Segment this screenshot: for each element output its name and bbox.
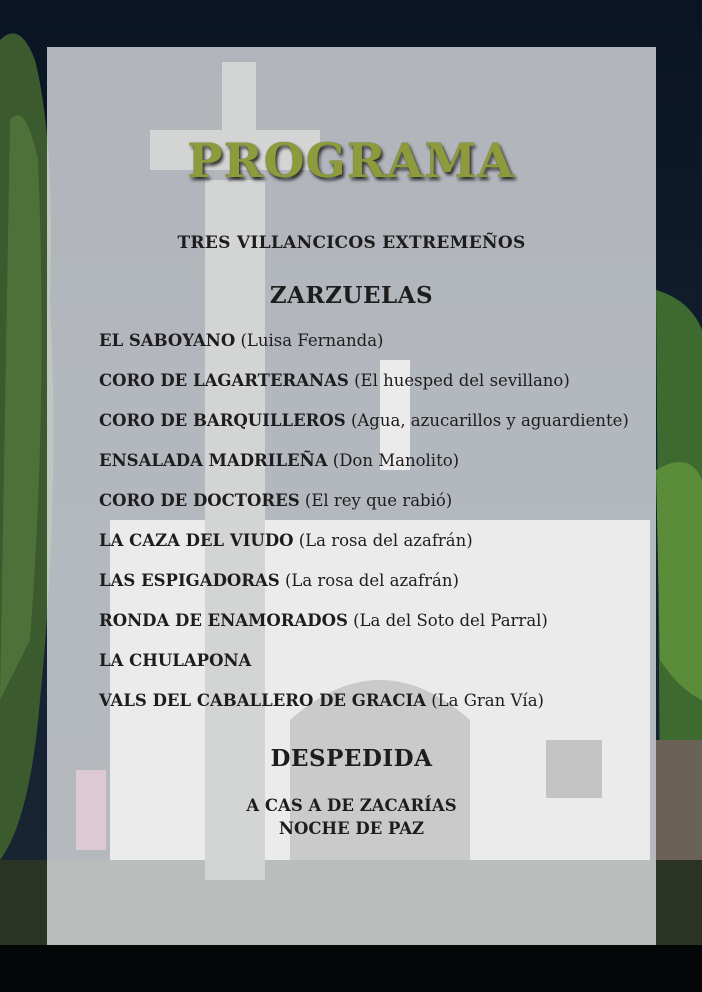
piece-source: (La Gran Vía) — [431, 691, 544, 710]
section-heading-despedida: DESPEDIDA — [270, 745, 433, 772]
list-item: A CAS A DE ZACARÍAS — [246, 796, 457, 815]
piece-title: LAS ESPIGADORAS — [99, 571, 280, 590]
piece-source: (El huesped del sevillano) — [354, 371, 570, 390]
list-item — [99, 409, 659, 449]
piece-source: (Don Manolito) — [332, 451, 460, 470]
piece-title: CORO DE DOCTORES — [99, 491, 300, 510]
intro-line: TRES VILLANCICOS EXTREMEÑOS — [177, 233, 526, 253]
piece-title: CORO DE BARQUILLEROS — [99, 411, 346, 430]
page-title: PROGRAMA — [187, 134, 515, 189]
piece-source: (La del Soto del Parral) — [353, 611, 548, 630]
despedida-list — [47, 794, 656, 840]
list-item — [99, 689, 659, 729]
list-item — [99, 649, 659, 689]
section-heading-zarzuelas: ZARZUELAS — [269, 282, 434, 309]
list-item — [99, 329, 659, 369]
piece-source: (Luisa Fernanda) — [240, 331, 384, 350]
piece-title: CORO DE LAGARTERANAS — [99, 371, 349, 390]
piece-source: (Agua, azucarillos y aguardiente) — [350, 411, 629, 430]
list-item — [99, 489, 659, 529]
piece-source: (El rey que rabió) — [304, 491, 453, 510]
piece-source: (La rosa del azafrán) — [298, 531, 473, 550]
list-item — [99, 569, 659, 609]
piece-title: RONDA DE ENAMORADOS — [99, 611, 348, 630]
piece-title: VALS DEL CABALLERO DE GRACIA — [99, 691, 426, 710]
piece-title: EL SABOYANO — [99, 331, 236, 350]
list-item — [99, 449, 659, 489]
piece-title: ENSALADA MADRILEÑA — [99, 451, 328, 470]
list-item — [99, 529, 659, 569]
list-item — [99, 609, 659, 649]
list-item — [99, 369, 659, 409]
piece-title: LA CAZA DEL VIUDO — [99, 531, 294, 550]
piece-title: LA CHULAPONA — [99, 651, 252, 670]
piece-source: (La rosa del azafrán) — [284, 571, 459, 590]
zarzuelas-list — [99, 329, 659, 729]
list-item: NOCHE DE PAZ — [278, 819, 425, 838]
